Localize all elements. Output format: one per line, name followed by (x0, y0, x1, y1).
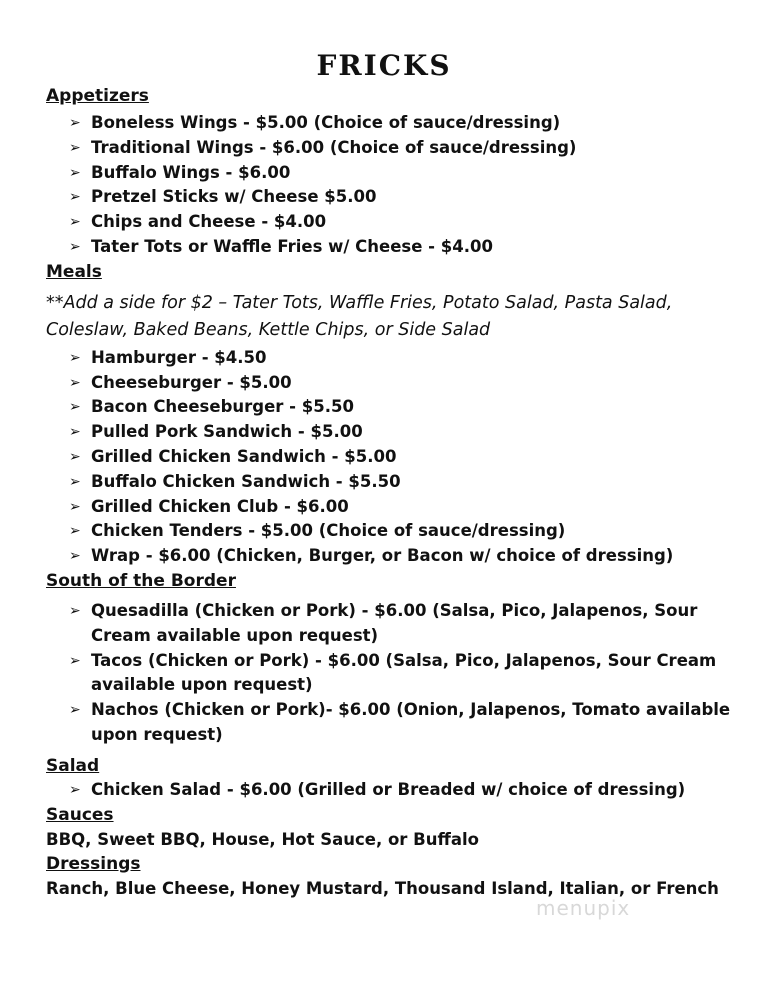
menu-item-label: Traditional Wings - $6.00 (Choice of sauce/dressing) (91, 137, 577, 157)
menu-item-label: Bacon Cheeseburger - $5.50 (91, 397, 354, 417)
arrow-bullet-icon: ➢ (69, 448, 81, 465)
arrow-bullet-icon: ➢ (69, 164, 81, 181)
menu-item (46, 649, 746, 699)
menu-item-label: Boneless Wings - $5.00 (Choice of sauce/dressing) (91, 113, 561, 132)
arrow-bullet-icon: ➢ (69, 424, 81, 441)
menu-item (46, 346, 746, 371)
menu-item-label: Tater Tots or Waffle Fries w/ Cheese - $4.00 (91, 236, 493, 256)
menu-item-label: Cheeseburger - $5.00 (91, 372, 292, 392)
menu-item (46, 544, 746, 569)
sauces-text: BBQ, Sweet BBQ, House, Hot Sauce, or Buffalo (46, 829, 479, 849)
section-heading-south-of-the-border: South of the Border (46, 570, 236, 591)
section-heading-salad: Salad (46, 755, 100, 776)
arrow-bullet-icon: ➢ (69, 702, 81, 719)
south-of-the-border-list (46, 599, 746, 748)
arrow-bullet-icon: ➢ (69, 374, 81, 391)
menu-item (46, 495, 746, 520)
arrow-bullet-icon: ➢ (69, 781, 81, 798)
menu-item-label: Tacos (Chicken or Pork) - $6.00 (Salsa, Pico, Jalapenos, Sour Cream available upon request) (91, 650, 717, 695)
menu-item-label: Quesadilla (Chicken or Pork) - $6.00 (Salsa, Pico, Jalapenos, Sour Cream available upon request) (91, 600, 698, 645)
menu-item-label: Pulled Pork Sandwich - $5.00 (91, 422, 363, 442)
arrow-bullet-icon: ➢ (69, 399, 81, 416)
menu-item (46, 210, 746, 235)
menu-item-label: Pretzel Sticks w/ Cheese $5.00 (91, 187, 377, 207)
menu-item-label: Buffalo Chicken Sandwich - $5.50 (91, 471, 401, 491)
menu-item (46, 420, 746, 445)
section-heading-meals: Meals (46, 261, 102, 282)
arrow-bullet-icon: ➢ (69, 214, 81, 231)
menu-item (46, 599, 746, 649)
salad-list (46, 778, 746, 803)
menu-item (46, 185, 746, 210)
menu-item (46, 519, 746, 544)
menu-item (46, 698, 746, 748)
menu-item (46, 235, 746, 260)
menu-item-label: Buffalo Wings - $6.00 (91, 162, 291, 182)
arrow-bullet-icon: ➢ (69, 498, 81, 515)
section-heading-appetizers: Appetizers (46, 86, 149, 106)
menu-content (46, 84, 746, 901)
menu-item (46, 778, 746, 803)
section-heading-dressings: Dressings (46, 853, 141, 874)
menu-item-label: Wrap - $6.00 (Chicken, Burger, or Bacon w/ choice of dressing) (91, 546, 674, 566)
menu-item-label: Grilled Chicken Club - $6.00 (91, 496, 349, 516)
arrow-bullet-icon: ➢ (69, 238, 81, 255)
menu-item-label: Chicken Tenders - $5.00 (Choice of sauce/dressing) (91, 521, 566, 541)
appetizers-list (46, 111, 746, 260)
meals-list (46, 346, 746, 569)
menu-item (46, 395, 746, 420)
menu-item (46, 470, 746, 495)
menupix-watermark: menupix (536, 896, 631, 920)
section-heading-sauces: Sauces (46, 804, 114, 825)
menu-item-label: Hamburger - $4.50 (91, 347, 267, 367)
menu-item (46, 445, 746, 470)
arrow-bullet-icon: ➢ (69, 349, 81, 366)
arrow-bullet-icon: ➢ (69, 602, 81, 619)
arrow-bullet-icon: ➢ (69, 139, 81, 156)
meals-side-note: **Add a side for $2 – Tater Tots, Waffle Fries, Potato Salad, Pasta Salad, Coleslaw, Baked Beans, Kettle Chips, or Side Salad (46, 292, 673, 340)
menu-item-label: Nachos (Chicken or Pork)- $6.00 (Onion, Jalapenos, Tomato available upon request) (91, 700, 731, 744)
arrow-bullet-icon: ➢ (69, 652, 81, 669)
menu-item (46, 136, 746, 161)
arrow-bullet-icon: ➢ (69, 115, 81, 131)
menu-title: FRICKS (316, 49, 452, 82)
arrow-bullet-icon: ➢ (69, 189, 81, 206)
menu-item-label: Chips and Cheese - $4.00 (91, 212, 327, 232)
menu-item-label: Grilled Chicken Sandwich - $5.00 (91, 446, 397, 466)
menu-item-label: Chicken Salad - $6.00 (Grilled or Breaded w/ choice of dressing) (91, 779, 686, 799)
menu-item (46, 111, 746, 136)
dressings-text: Ranch, Blue Cheese, Honey Mustard, Thousand Island, Italian, or French (46, 878, 719, 898)
menu-item (46, 161, 746, 186)
arrow-bullet-icon: ➢ (69, 523, 81, 540)
arrow-bullet-icon: ➢ (69, 548, 81, 565)
menu-item (46, 371, 746, 396)
arrow-bullet-icon: ➢ (69, 473, 81, 490)
